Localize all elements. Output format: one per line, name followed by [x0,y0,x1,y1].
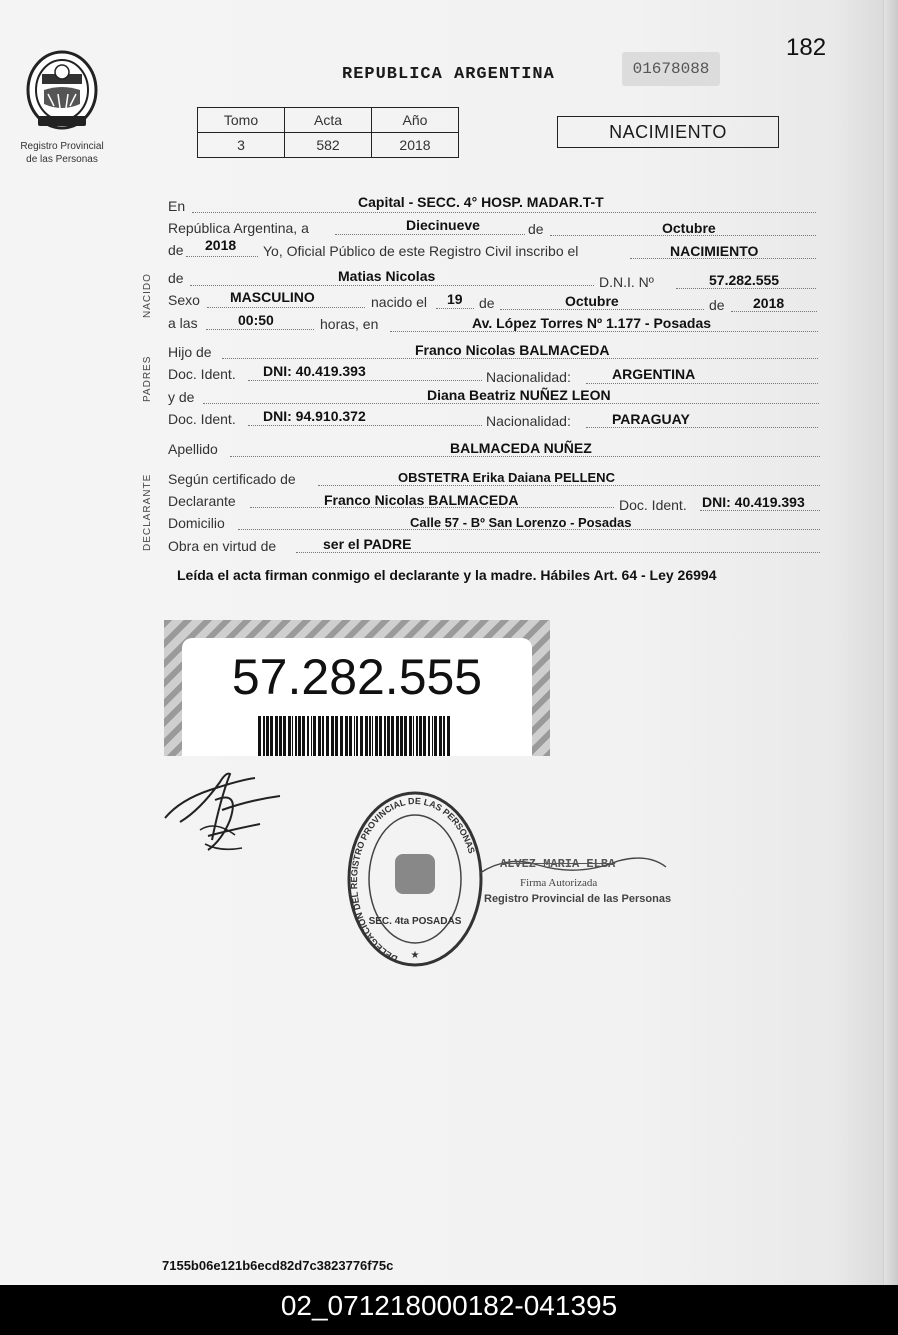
page-edge [883,0,898,1285]
dotted-line [586,427,818,428]
label-de-anio-nac: de [709,297,725,313]
barcode-bar [263,716,265,756]
label-declarante: Declarante [168,493,236,509]
dotted-line [248,380,482,381]
barcode-bar [302,716,305,756]
barcode-bar [387,716,390,756]
barcode-bar [396,716,399,756]
dotted-line [296,552,820,553]
barcode-bar [443,716,445,756]
barcode-bar [318,716,321,756]
country-title: REPUBLICA ARGENTINA [342,65,555,84]
barcode-bar [416,716,418,756]
barcode-bar [365,716,368,756]
table-cell: 2018 [372,133,459,158]
barcode-bar [432,716,433,756]
value-nombre: Matias Nicolas [338,268,436,284]
barcode-bar [331,716,334,756]
value-padre-doc: DNI: 40.419.393 [263,363,366,379]
signatory-org: Registro Provincial de las Personas [484,893,672,905]
barcode-bar [409,716,412,756]
barcode-bar [434,716,437,756]
side-label-nacido: NACIDO [142,273,153,318]
value-tipo-inscripcion: NACIMIENTO [670,243,759,259]
value-declarante-doc: DNI: 40.419.393 [702,494,805,510]
dotted-line [731,311,817,312]
label-de-anio: de [168,242,184,258]
barcode-bar [413,716,414,756]
barcode-bar [356,716,358,756]
dni-sticker-inner [182,638,532,756]
dotted-line [203,403,819,404]
value-dia: Diecinueve [406,217,480,233]
barcode-bar [266,716,269,756]
label-yo: Yo, Oficial Público de este Registro Civil inscribo el [263,243,579,259]
label-dni: D.N.I. Nº [599,274,654,290]
barcode-bar [340,716,343,756]
dotted-line [192,212,816,213]
table-header: Año [372,108,459,133]
value-hora: 00:50 [238,312,274,328]
barcode-bar [322,716,324,756]
table-cell: 582 [285,133,372,158]
barcode-bar [298,716,301,756]
barcode-bar [335,716,338,756]
value-padre-nac: ARGENTINA [612,366,696,382]
barcode-bar [428,716,430,756]
barcode-bar [345,716,348,756]
document-hash: 7155b06e121b6ecd82d7c3823776f75c [162,1258,394,1273]
value-mes: Octubre [662,220,716,236]
value-declarante: Franco Nicolas BALMACEDA [324,492,519,508]
closing-statement: Leída el acta firman conmigo el declarante y la madre. Hábiles Art. 64 - Ley 26994 [177,567,717,583]
value-madre-nac: PARAGUAY [612,411,690,427]
value-nac-anio: 2018 [753,295,785,311]
dotted-line [186,256,258,257]
label-de: de [528,221,544,237]
footer-id: 02_071218000182-041395 [280,1290,618,1321]
barcode-bar [283,716,286,756]
dni-sticker-number: 57.282.555 [231,649,483,705]
value-nac-mes: Octubre [565,293,619,309]
barcode [256,716,456,756]
dni-sticker [164,620,550,756]
label-de-nombre: de [168,270,184,286]
label-nacionalidad-madre: Nacionalidad: [486,413,571,429]
barcode-bar [400,716,403,756]
dotted-line [335,234,525,235]
barcode-bar [275,716,278,756]
value-dni: 57.282.555 [709,272,780,288]
barcode-bar [279,716,282,756]
page-number: 182 [786,34,827,61]
label-de-mes: de [479,295,495,311]
barcode-bar [288,716,291,756]
value-obra: ser el PADRE [323,536,412,552]
barcode-bar [375,716,378,756]
label-nacionalidad: Nacionalidad: [486,369,571,385]
value-madre-doc: DNI: 94.910.372 [263,408,366,424]
footer-id-bar [0,1285,898,1335]
side-label-declarante: DECLARANTE [142,473,153,551]
label-a-las: a las [168,315,198,331]
side-label-padres: PADRES [142,355,153,402]
barcode-bar [295,716,297,756]
label-hijo-de: Hijo de [168,344,212,360]
label-nacido-el: nacido el [371,294,428,310]
table-header: Acta [285,108,372,133]
star-icon: ★ [410,950,420,961]
barcode-bar [307,716,309,756]
barcode-bar [404,716,407,756]
label-horas-en: horas, en [320,316,379,332]
label-domicilio: Domicilio [168,515,225,531]
coat-of-arms-logo [24,50,100,132]
barcode-bar [258,716,261,756]
stamp-inner-text: SEC. 4ta POSADAS [368,916,462,927]
logo-caption: Registro Provincial de las Personas [20,141,104,165]
declarant-signature [160,760,290,860]
value-madre: Diana Beatriz NUÑEZ LEON [427,387,611,403]
label-obra: Obra en virtud de [168,538,277,554]
dotted-line [700,510,820,511]
dotted-line [206,329,314,330]
barcode-bar [360,716,363,756]
dotted-line [207,307,365,308]
signatory-name: ALVEZ MARIA ELBA [500,857,616,871]
label-sexo: Sexo [168,292,200,308]
label-doc-ident-declarante: Doc. Ident. [619,497,687,513]
barcode-bar [369,716,371,756]
value-sexo: MASCULINO [230,289,315,305]
barcode-bar [313,716,316,756]
table-header: Tomo [198,108,285,133]
barcode-bar [270,716,273,756]
value-apellido: BALMACEDA NUÑEZ [450,440,592,456]
value-nac-dia: 19 [447,291,463,307]
dotted-line [230,456,820,457]
dotted-line [318,485,820,486]
label-segun: Según certificado de [168,471,296,487]
barcode-bar [384,716,386,756]
barcode-bar [292,716,293,756]
label-y-de: y de [168,389,195,405]
dotted-line [248,425,482,426]
value-certificado: OBSTETRA Erika Daiana PELLENC [398,470,615,485]
label-doc-ident: Doc. Ident. [168,366,236,382]
stamp-ring-text: DELEGACION DEL REGISTRO PROVINCIAL DE LAS PERSONAS [349,795,477,964]
barcode-bar [423,716,426,756]
record-type-box: NACIMIENTO [557,116,779,148]
value-padre: Franco Nicolas BALMACEDA [415,342,610,358]
dotted-line [500,309,704,310]
value-anio: 2018 [205,237,237,253]
label-republica: República Argentina, a [168,220,309,236]
dotted-line [676,288,816,289]
barcode-bar [439,716,442,756]
dotted-line [390,331,818,332]
official-stamp [345,790,485,968]
barcode-bar [349,716,352,756]
value-domicilio: Calle 57 - Bº San Lorenzo - Posadas [410,515,632,530]
dotted-line [222,358,818,359]
barcode-bar [391,716,394,756]
dotted-line [586,383,818,384]
barcode-bar [379,716,382,756]
dotted-line [436,308,474,309]
barcode-bar [354,716,355,756]
signatory-role: Firma Autorizada [520,877,598,889]
barcode-bar [326,716,329,756]
table-cell: 3 [198,133,285,158]
barcode-bar [311,716,312,756]
barcode-bar [419,716,422,756]
serial-number: 01678088 [622,52,720,86]
tomo-acta-anio-table [197,107,459,158]
label-en: En [168,198,186,214]
barcode-bar [372,716,373,756]
value-direccion-nac: Av. López Torres Nº 1.177 - Posadas [472,315,712,331]
barcode-bar [447,716,450,756]
dotted-line [190,285,594,286]
label-apellido: Apellido [168,441,218,457]
label-doc-ident-madre: Doc. Ident. [168,411,236,427]
value-lugar: Capital - SECC. 4° HOSP. MADAR.T-T [358,194,604,210]
